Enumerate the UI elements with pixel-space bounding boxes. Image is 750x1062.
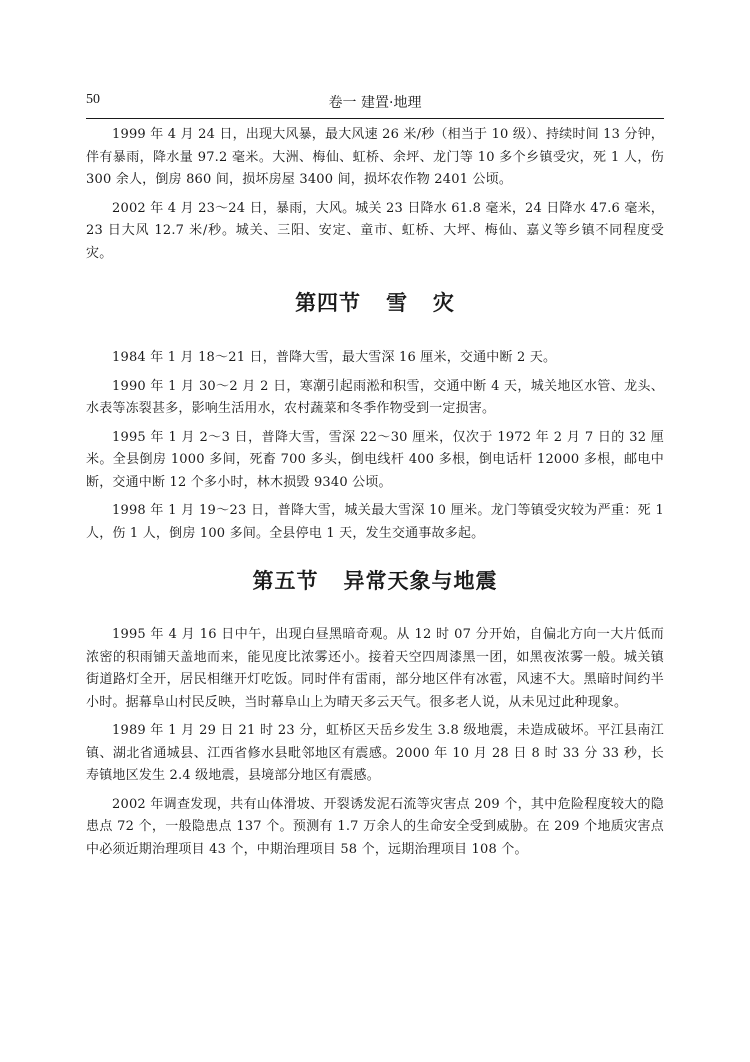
section4-paragraph-3: 1995 年 1 月 2～3 日，普降大雪，雪深 22～30 厘米，仅次于 1972 年 2 月 7 日的 32 厘米。全县倒房 1000 多间，死畜 700 多头，倒电线杆 400 多根，倒电话杆 12000 多根，邮电中断，交通中断 12 个多小时，林木损毁 9340 公顷。: [86, 429, 664, 490]
section4-paragraph-1: 1984 年 1 月 18～21 日，普降大雪，最大雪深 16 厘米，交通中断 2 天。: [112, 350, 557, 365]
intro-paragraph-1: 1999 年 4 月 24 日，出现大风暴，最大风速 26 米/秒（相当于 10 级）、持续时间 13 分钟，伴有暴雨，降水量 97.2 毫米。大洲、梅仙、虹桥、余坪、龙门等 10 多个乡镇受灾，死 1 人，伤 300 余人，倒房 860 间，损坏房屋 3400 间，损坏农作物 2401 公顷。: [86, 127, 664, 187]
section5-paragraph-1: 1995 年 4 月 16 日中午，出现白昼黑暗奇观。从 12 时 07 分开始，自偏北方向一大片低而浓密的积雨铺天盖地而来，能见度比浓雾还小。接着天空四周漆黑一团，如黑夜浓雾一般。城关镇街道路灯全开，居民相继开灯吃饭。同时伴有雷雨，部分地区伴有冰雹，风速不大。黑暗时间约半小时。据幕阜山村民反映，当时幕阜山上为晴天多云天气。很多老人说，从未见过此种现象。: [86, 627, 664, 710]
header-rule: [86, 118, 664, 119]
section-title-snow-disaster: 第四节 雪 灾: [295, 291, 455, 315]
section4-paragraph-4: 1998 年 1 月 19～23 日，普降大雪，城关最大雪深 10 厘米。龙门等镇受灾较为严重：死 1 人，伤 1 人，倒房 100 多间。全县停电 1 天，发生交通事故多起。: [86, 503, 664, 541]
running-title: 卷一 建置·地理: [328, 95, 422, 111]
page-body: [86, 124, 664, 867]
section4-paragraph-2: 1990 年 1 月 30～2 月 2 日，寒潮引起雨淞和积雪，交通中断 4 天，城关地区水管、龙头、水表等冻裂甚多，影响生活用水，农村蔬菜和冬季作物受到一定损害。: [86, 378, 664, 416]
page-header: [86, 92, 664, 114]
page-number: 50: [86, 92, 100, 107]
section5-paragraph-3: 2002 年调查发现，共有山体滑坡、开裂诱发泥石流等灾害点 209 个，其中危险程度较大的隐患点 72 个，一般隐患点 137 个。预测有 1.7 万余人的生命安全受到威胁。在 209 个地质灾害点中必须近期治理项目 43 个，中期治理项目 58 个，远期治理项目 108 个。: [86, 796, 664, 857]
intro-paragraph-2: 2002 年 4 月 23～24 日，暴雨，大风。城关 23 日降水 61.8 毫米，24 日降水 47.6 毫米，23 日大风 12.7 米/秒。城关、三阳、安定、童市、虹桥、大坪、梅仙、嘉义等乡镇不同程度受灾。: [86, 200, 664, 261]
section5-paragraph-2: 1989 年 1 月 29 日 21 时 23 分，虹桥区天岳乡发生 3.8 级地震，未造成破坏。平江县南江镇、湖北省通城县、江西省修水县毗邻地区有震感。2000 年 10 月 28 日 8 时 33 分 33 秒，长寿镇地区发生 2.4 级地震，县境部分地区有震感。: [86, 723, 664, 783]
section-title-abnormal-phenomena-earthquake: 第五节 异常天象与地震: [252, 569, 498, 593]
